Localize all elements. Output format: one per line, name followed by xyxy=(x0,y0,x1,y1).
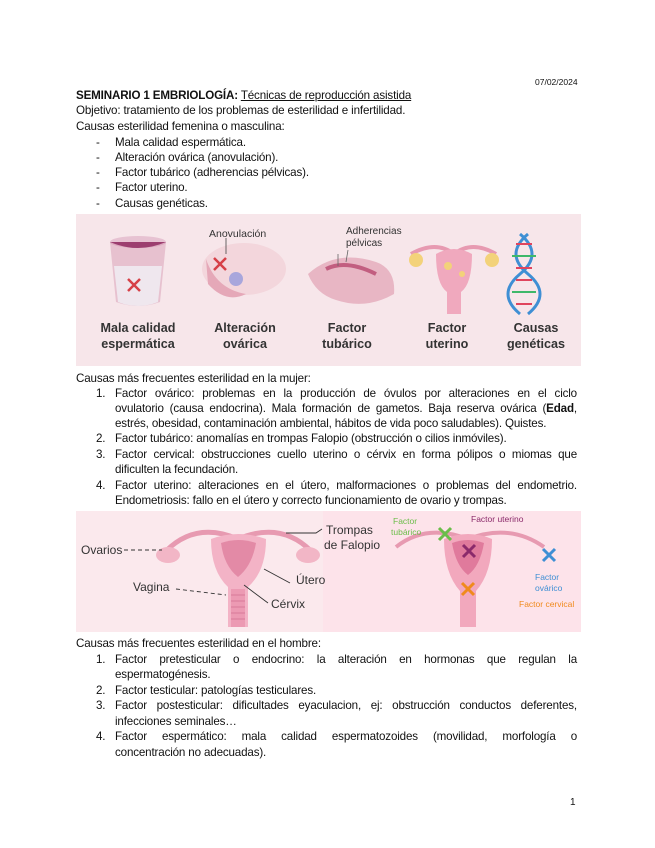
label-tubal-factor-2: tubárico xyxy=(391,527,422,537)
label-cervix: Cérvix xyxy=(271,597,306,611)
caption-line: espermática xyxy=(101,337,175,351)
label-uterine-factor: Factor uterino xyxy=(471,514,524,524)
title-bold: SEMINARIO 1 EMBRIOLOGÍA: xyxy=(76,89,238,102)
list-number: 4. xyxy=(96,730,106,743)
text-span: ovulatorio (causa endocrina). Mala formación de gametos. Baja reserva ovárica ( xyxy=(115,402,547,415)
caption-sperm-quality xyxy=(88,320,188,352)
female-item-1-line2 xyxy=(115,402,577,416)
caption-line: uterino xyxy=(425,337,469,351)
cause-item: Causas genéticas. xyxy=(115,197,208,210)
caption-ovarian xyxy=(200,320,290,352)
caption-line: Factor xyxy=(327,321,367,335)
female-item-2: Factor tubárico: anomalías en trompas Falopio (obstrucción o cilios inmóviles). xyxy=(115,432,507,445)
male-item-1-line1: Factor pretesticular o endocrino: la alteración en hormonas que regulan la xyxy=(115,653,577,666)
female-item-1-line3: estrés, obesidad, contaminación ambiental, hábitos de vida poco saludables). Quistes. xyxy=(115,417,547,430)
list-number: 1. xyxy=(96,653,106,666)
male-item-1-line2: espermatogénesis. xyxy=(115,668,211,681)
page-title xyxy=(76,89,411,103)
page-number: 1 xyxy=(570,797,576,808)
caption-line: Causas xyxy=(513,321,559,335)
cause-item: Factor uterino. xyxy=(115,181,188,194)
anatomy-figure xyxy=(76,511,581,632)
female-item-3-line1: Factor cervical: obstrucciones cuello uterino o cérvix en forma pólipos o miomas que xyxy=(115,448,577,461)
tube-adhesions-icon xyxy=(308,250,394,304)
causes-heading: Causas esterilidad femenina o masculina: xyxy=(76,120,285,133)
causes-infographic xyxy=(76,214,581,366)
document-date: 07/02/2024 xyxy=(535,77,578,87)
bullet-dash: - xyxy=(96,151,100,164)
label-tubes-1: Trompas xyxy=(326,523,373,537)
dna-icon xyxy=(508,234,540,314)
cause-item: Mala calidad espermática. xyxy=(115,136,246,149)
caption-uterine xyxy=(402,320,492,352)
label-cervical-factor: Factor cervical xyxy=(519,599,575,609)
cause-item: Factor tubárico (adherencias pélvicas). xyxy=(115,166,309,179)
female-item-4-line1: Factor uterino: alteraciones en el útero, malformaciones o problemas del endometrio. xyxy=(115,479,577,492)
label-tubal-factor-1: Factor xyxy=(393,516,418,526)
bullet-dash: - xyxy=(96,181,100,194)
semen-cup-icon xyxy=(110,236,166,306)
label-vagina: Vagina xyxy=(133,580,170,594)
bullet-dash: - xyxy=(96,197,100,210)
male-item-3-line1: Factor postesticular: dificultades eyaculacion, ej: obstrucción conductos deferentes, xyxy=(115,699,577,712)
female-item-4-line2: Endometriosis: fallo en el útero y correcto funcionamiento de ovario y trompas. xyxy=(115,494,507,507)
male-item-2: Factor testicular: patologías testiculares. xyxy=(115,684,317,697)
male-item-4-line1: Factor espermático: mala calidad espermatozoides (movilidad, morfología o xyxy=(115,730,577,743)
caption-line: ovárica xyxy=(222,337,268,351)
objective-text: Objetivo: tratamiento de los problemas de esterilidad e infertilidad. xyxy=(76,104,406,117)
caption-genetic xyxy=(491,320,581,352)
emphasis-edad: Edad xyxy=(546,402,574,415)
label-tubes-2: de Falopio xyxy=(324,538,381,552)
caption-line: Mala calidad xyxy=(100,321,176,335)
male-item-3-line2: infecciones seminales… xyxy=(115,715,237,728)
list-number: 2. xyxy=(96,684,106,697)
caption-line: tubárico xyxy=(322,337,372,351)
list-number: 3. xyxy=(96,448,106,461)
label-ovarian-factor: Factor ovárico xyxy=(535,572,563,593)
female-heading: Causas más frecuentes esterilidad en la mujer: xyxy=(76,372,311,385)
label-uterus: Útero xyxy=(296,573,326,587)
ovary-icon xyxy=(202,238,286,297)
label-ovaries: Ovarios xyxy=(81,543,123,557)
caption-tubal xyxy=(302,320,392,352)
anovulation-label: Anovulación xyxy=(209,228,267,240)
list-number: 4. xyxy=(96,479,106,492)
bullet-dash: - xyxy=(96,166,100,179)
female-item-3-line2: dificulten la fecundación. xyxy=(115,463,239,476)
title-underlined: Técnicas de reproducción asistida xyxy=(240,89,412,102)
list-number: 2. xyxy=(96,432,106,445)
text-span: , xyxy=(573,402,577,415)
male-item-4-line2: concentración no adecuadas). xyxy=(115,746,267,759)
list-number: 1. xyxy=(96,387,106,400)
adhesions-label: Adherencias xyxy=(346,226,402,237)
list-number: 3. xyxy=(96,699,106,712)
caption-line: genéticas xyxy=(506,337,566,351)
caption-line: Alteración xyxy=(214,321,276,335)
uterus-icon xyxy=(409,247,499,314)
female-item-1-line1: Factor ovárico: problemas en la producción de óvulos por alteraciones en el ciclo xyxy=(115,387,577,400)
male-heading: Causas más frecuentes esterilidad en el hombre: xyxy=(76,637,321,650)
bullet-dash: - xyxy=(96,136,100,149)
cause-item: Alteración ovárica (anovulación). xyxy=(115,151,279,164)
caption-line: Factor xyxy=(427,321,467,335)
pelvic-label: pélvicas xyxy=(346,238,383,249)
